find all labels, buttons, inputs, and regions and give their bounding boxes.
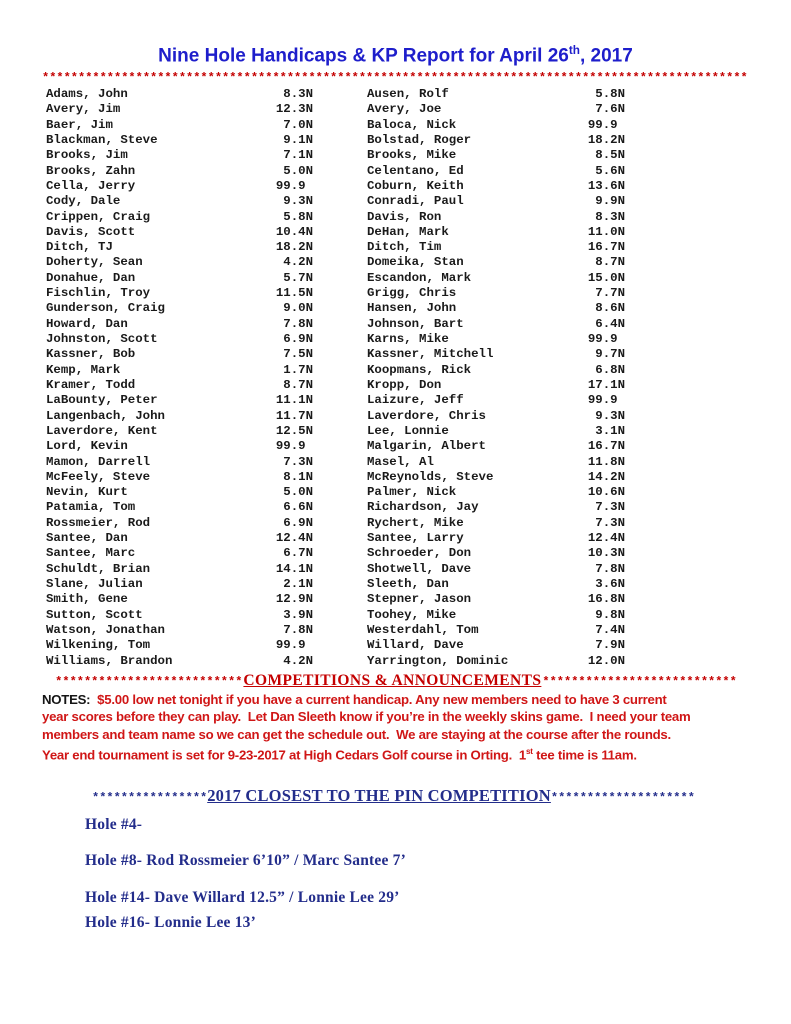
player-name: Sleeth, Dan <box>367 577 449 591</box>
player-name: Baloca, Nick <box>367 117 457 132</box>
player-handicap: 7.4N <box>587 622 626 637</box>
player-name: Ausen, Rolf <box>367 87 449 101</box>
roster-row <box>46 317 313 332</box>
player-name: Howard, Dan <box>46 316 128 331</box>
player-handicap: 10.4N <box>275 224 314 239</box>
roster-row <box>46 608 313 623</box>
player-name: Kemp, Mark <box>46 362 121 377</box>
player-name: Lee, Lonnie <box>367 423 449 438</box>
player-handicap: 11.8N <box>587 454 626 469</box>
roster-row <box>46 225 313 240</box>
player-name: Johnston, Scott <box>46 332 158 346</box>
player-handicap: 5.6N <box>587 163 626 178</box>
player-name: Crippen, Craig <box>46 209 151 224</box>
player-handicap: 7.3N <box>275 454 314 469</box>
player-name: Shotwell, Dave <box>367 561 472 576</box>
player-handicap: 9.3N <box>275 194 314 209</box>
player-name: Kramer, Todd <box>46 377 136 392</box>
roster-row <box>367 133 625 148</box>
roster-row <box>367 194 625 209</box>
roster-row <box>367 87 625 102</box>
player-name: Laverdore, Kent <box>46 423 158 438</box>
roster-row <box>367 562 625 577</box>
kp-hole-line: Hole #8- Rod Rossmeier 6’10” / Marc Santee 7’ <box>85 852 406 869</box>
player-handicap: 7.1N <box>275 148 314 163</box>
player-handicap: 12.0N <box>587 653 626 668</box>
player-handicap: 10.3N <box>587 546 626 561</box>
roster-row <box>367 577 625 592</box>
player-name: Watson, Jonathan <box>46 622 165 637</box>
player-handicap: 6.4N <box>587 316 626 331</box>
player-handicap: 7.8N <box>587 561 626 576</box>
player-handicap: 12.4N <box>587 531 626 546</box>
player-handicap: 17.1N <box>587 377 626 392</box>
player-name: Lord, Kevin <box>46 439 128 454</box>
player-name: Schuldt, Brian <box>46 561 151 576</box>
player-name: Kassner, Mitchell <box>367 347 494 362</box>
player-name: Avery, Jim <box>46 102 121 117</box>
player-handicap: 11.1N <box>275 393 314 408</box>
roster-row <box>46 577 313 592</box>
kp-heading: 2017 CLOSEST TO THE PIN COMPETITION <box>207 786 551 805</box>
notes-line-4 <box>42 743 754 764</box>
player-name: Gunderson, Craig <box>46 301 165 316</box>
player-handicap: 14.1N <box>275 561 314 576</box>
notes-line-1 <box>42 691 754 708</box>
player-handicap: 99.9 <box>275 638 314 653</box>
roster-row <box>46 378 313 393</box>
player-name: McReynolds, Steve <box>367 469 494 484</box>
player-handicap: 6.8N <box>587 362 626 377</box>
player-name: Wilkening, Tom <box>46 638 151 653</box>
player-handicap: 9.8N <box>587 607 626 622</box>
roster-row <box>46 424 313 439</box>
player-handicap: 8.6N <box>587 301 626 316</box>
roster-row <box>367 317 625 332</box>
roster-row <box>46 240 313 255</box>
player-handicap: 8.3N <box>587 209 626 224</box>
page-title-ordinal: th <box>568 44 580 57</box>
player-handicap: 5.0N <box>275 163 314 178</box>
star-divider: ************************************************************************************************** <box>42 71 748 85</box>
roster-row <box>46 439 313 454</box>
roster-row <box>367 500 625 515</box>
notes-line-1-text: $5.00 low net tonight if you have a current handicap. Any new members need to have 3 current <box>90 692 667 707</box>
player-handicap: 9.3N <box>587 408 626 423</box>
player-handicap: 8.7N <box>275 377 314 392</box>
player-name: Schroeder, Don <box>367 546 472 561</box>
player-handicap: 7.8N <box>275 622 314 637</box>
player-name: Rychert, Mike <box>367 515 464 530</box>
player-name: Willard, Dave <box>367 638 464 653</box>
player-handicap: 99.9 <box>587 332 626 346</box>
player-handicap: 7.9N <box>587 638 626 653</box>
player-handicap: 18.2N <box>275 240 314 255</box>
player-name: Nevin, Kurt <box>46 485 128 500</box>
roster-row <box>367 393 625 408</box>
player-handicap: 99.9 <box>275 178 314 193</box>
roster-row <box>367 623 625 638</box>
roster-row <box>367 102 625 117</box>
roster-row <box>46 87 313 102</box>
roster-row <box>46 347 313 362</box>
player-handicap: 3.9N <box>275 607 314 622</box>
roster-row <box>46 286 313 301</box>
player-handicap: 3.1N <box>587 423 626 438</box>
player-name: Cody, Dale <box>46 194 121 209</box>
page-title <box>0 44 791 67</box>
player-handicap: 8.5N <box>587 148 626 163</box>
player-handicap: 14.2N <box>587 469 626 484</box>
roster-row <box>46 179 313 194</box>
roster-row <box>367 118 625 133</box>
announcements-stars-left: ************************** <box>55 675 243 689</box>
roster-row <box>367 378 625 393</box>
player-handicap: 99.9 <box>587 117 626 132</box>
announcements-stars-right: *************************** <box>542 675 737 689</box>
player-name: Karns, Mike <box>367 332 449 346</box>
player-name: Brooks, Zahn <box>46 163 136 178</box>
player-handicap: 5.8N <box>275 209 314 224</box>
roster-row <box>367 164 625 179</box>
kp-competition-header <box>92 786 695 806</box>
roster-row <box>367 608 625 623</box>
player-name: Brooks, Mike <box>367 148 457 163</box>
player-handicap: 8.3N <box>275 87 314 101</box>
player-handicap: 7.0N <box>275 117 314 132</box>
roster-row <box>367 424 625 439</box>
player-name: Yarrington, Dominic <box>367 653 509 668</box>
player-name: Donahue, Dan <box>46 270 136 285</box>
roster-row <box>367 255 625 270</box>
player-handicap: 9.1N <box>275 132 314 147</box>
player-handicap: 16.7N <box>587 439 626 454</box>
page-title-text: Nine Hole Handicaps & KP Report for April 26 <box>158 45 569 67</box>
page-title-year: , 2017 <box>579 45 633 67</box>
player-handicap: 7.3N <box>587 500 626 515</box>
player-name: Toohey, Mike <box>367 607 457 622</box>
roster-row <box>367 363 625 378</box>
player-handicap: 7.5N <box>275 347 314 362</box>
roster-row <box>46 271 313 286</box>
player-name: Santee, Larry <box>367 531 464 546</box>
player-name: Bolstad, Roger <box>367 132 472 147</box>
roster-row <box>46 470 313 485</box>
roster-row <box>46 102 313 117</box>
player-name: Stepner, Jason <box>367 592 472 607</box>
player-handicap: 7.7N <box>587 286 626 301</box>
roster-row <box>46 516 313 531</box>
player-handicap: 9.9N <box>587 194 626 209</box>
player-handicap: 9.0N <box>275 301 314 316</box>
player-handicap: 6.9N <box>275 332 314 346</box>
player-handicap: 6.6N <box>275 500 314 515</box>
player-name: Fischlin, Troy <box>46 286 151 301</box>
player-handicap: 12.5N <box>275 423 314 438</box>
player-name: Smith, Gene <box>46 592 128 607</box>
player-handicap: 1.7N <box>275 362 314 377</box>
roster-row <box>367 301 625 316</box>
player-name: Williams, Brandon <box>46 653 173 668</box>
player-handicap: 12.3N <box>275 102 314 117</box>
roster-row <box>367 516 625 531</box>
roster-row <box>367 592 625 607</box>
player-name: Richardson, Jay <box>367 500 479 515</box>
roster-row <box>367 546 625 561</box>
roster-row <box>367 347 625 362</box>
roster-row <box>46 301 313 316</box>
roster-row <box>46 546 313 561</box>
notes-line-3: members and team name so we can get the schedule out. We are staying at the course after the rounds. <box>42 726 671 742</box>
roster-row <box>46 592 313 607</box>
roster-row <box>46 118 313 133</box>
roster-row <box>367 638 625 653</box>
player-name: Grigg, Chris <box>367 286 457 301</box>
player-name: Davis, Scott <box>46 224 136 239</box>
player-name: Ditch, TJ <box>46 240 113 255</box>
player-name: Adams, John <box>46 87 128 101</box>
player-name: Sutton, Scott <box>46 607 143 622</box>
player-name: Blackman, Steve <box>46 132 158 147</box>
player-name: Mamon, Darrell <box>46 454 151 469</box>
player-handicap: 15.0N <box>587 270 626 285</box>
roster-row <box>367 485 625 500</box>
roster-row <box>367 654 625 669</box>
roster-row <box>46 164 313 179</box>
player-handicap: 12.4N <box>275 531 314 546</box>
roster-row <box>46 531 313 546</box>
player-name: Ditch, Tim <box>367 240 442 255</box>
player-name: Kropp, Don <box>367 377 442 392</box>
player-handicap: 9.7N <box>587 347 626 362</box>
player-name: Johnson, Bart <box>367 316 464 331</box>
player-handicap: 99.9 <box>587 393 626 408</box>
player-name: Laizure, Jeff <box>367 393 464 408</box>
player-handicap: 3.6N <box>587 577 626 591</box>
player-handicap: 11.0N <box>587 224 626 239</box>
roster-row <box>46 654 313 669</box>
roster-row <box>367 148 625 163</box>
handicap-column-left <box>46 87 313 669</box>
player-name: Avery, Joe <box>367 102 442 117</box>
kp-hole-line: Hole #4- <box>85 816 143 833</box>
player-name: Malgarin, Albert <box>367 439 486 454</box>
player-name: Cella, Jerry <box>46 178 136 193</box>
roster-row <box>46 623 313 638</box>
player-name: Rossmeier, Rod <box>46 515 151 530</box>
player-handicap: 16.8N <box>587 592 626 607</box>
player-name: Kassner, Bob <box>46 347 136 362</box>
player-name: Westerdahl, Tom <box>367 622 479 637</box>
roster-row <box>46 562 313 577</box>
player-name: Patamia, Tom <box>46 500 136 515</box>
kp-stars-left: **************** <box>92 791 208 805</box>
player-handicap: 12.9N <box>275 592 314 607</box>
player-name: Celentano, Ed <box>367 163 464 178</box>
kp-hole-line: Hole #14- Dave Willard 12.5” / Lonnie Lee 29’ <box>85 889 400 906</box>
roster-row <box>46 332 313 347</box>
player-name: Masel, Al <box>367 454 434 469</box>
player-handicap: 7.8N <box>275 316 314 331</box>
player-name: DeHan, Mark <box>367 224 449 239</box>
notes-line-4-tail: tee time is 11am. <box>532 747 637 763</box>
roster-row <box>367 240 625 255</box>
player-handicap: 4.2N <box>275 255 314 270</box>
player-handicap: 8.1N <box>275 469 314 484</box>
player-name: Brooks, Jim <box>46 148 128 163</box>
player-name: Santee, Dan <box>46 531 128 546</box>
roster-row <box>46 194 313 209</box>
roster-row <box>46 500 313 515</box>
player-handicap: 2.1N <box>275 577 314 591</box>
player-name: LaBounty, Peter <box>46 393 158 408</box>
player-handicap: 11.7N <box>275 408 314 423</box>
roster-row <box>367 409 625 424</box>
roster-row <box>367 225 625 240</box>
roster-row <box>46 455 313 470</box>
roster-row <box>367 531 625 546</box>
player-name: Conradi, Paul <box>367 194 464 209</box>
player-handicap: 16.7N <box>587 240 626 255</box>
handicap-column-right <box>367 87 625 669</box>
competitions-announcements-header <box>42 672 750 690</box>
player-handicap: 5.7N <box>275 270 314 285</box>
player-handicap: 13.6N <box>587 178 626 193</box>
roster-row <box>46 255 313 270</box>
roster-row <box>46 363 313 378</box>
player-name: Langenbach, John <box>46 408 165 423</box>
player-name: Slane, Julian <box>46 577 143 591</box>
player-name: Palmer, Nick <box>367 485 457 500</box>
roster-row <box>367 332 625 347</box>
player-name: McFeely, Steve <box>46 469 151 484</box>
player-handicap: 99.9 <box>275 439 314 454</box>
roster-row <box>367 439 625 454</box>
player-name: Hansen, John <box>367 301 457 316</box>
player-handicap: 18.2N <box>587 132 626 147</box>
roster-row <box>46 409 313 424</box>
player-name: Baer, Jim <box>46 117 113 132</box>
player-handicap: 11.5N <box>275 286 314 301</box>
notes-label: NOTES: <box>42 692 91 707</box>
notes-line-4-text: Year end tournament is set for 9-23-2017 at High Cedars Golf course in Orting. 1 <box>42 747 526 763</box>
player-handicap: 6.7N <box>275 546 314 561</box>
roster-row <box>46 133 313 148</box>
player-handicap: 8.7N <box>587 255 626 270</box>
roster-row <box>367 286 625 301</box>
roster-row <box>367 210 625 225</box>
roster-row <box>46 148 313 163</box>
player-name: Koopmans, Rick <box>367 362 472 377</box>
player-name: Escandon, Mark <box>367 270 472 285</box>
roster-row <box>367 179 625 194</box>
player-name: Santee, Marc <box>46 546 136 561</box>
player-name: Coburn, Keith <box>367 178 464 193</box>
kp-hole-line: Hole #16- Lonnie Lee 13’ <box>85 914 256 931</box>
notes-paragraph <box>42 691 754 764</box>
roster-row <box>46 638 313 653</box>
player-handicap: 6.9N <box>275 515 314 530</box>
player-handicap: 10.6N <box>587 485 626 500</box>
notes-line-2: year scores before they can play. Let Dan Sleeth know if you’re in the weekly skins game. I need your team <box>42 709 691 725</box>
announcements-heading: COMPETITIONS & ANNOUNCEMENTS <box>243 672 542 689</box>
notes-line-4-ordinal: st <box>525 746 533 756</box>
kp-stars-right: ******************** <box>550 791 695 805</box>
player-handicap: 5.0N <box>275 485 314 500</box>
roster-row <box>367 455 625 470</box>
player-handicap: 5.8N <box>587 87 626 101</box>
roster-row <box>46 485 313 500</box>
player-name: Domeika, Stan <box>367 255 464 270</box>
player-name: Doherty, Sean <box>46 255 143 270</box>
player-handicap: 7.3N <box>587 515 626 530</box>
roster-row <box>367 271 625 286</box>
roster-row <box>367 470 625 485</box>
roster-row <box>46 210 313 225</box>
roster-row <box>46 393 313 408</box>
player-handicap: 7.6N <box>587 102 626 117</box>
player-name: Davis, Ron <box>367 209 442 224</box>
player-name: Laverdore, Chris <box>367 408 486 423</box>
player-handicap: 4.2N <box>275 653 314 668</box>
